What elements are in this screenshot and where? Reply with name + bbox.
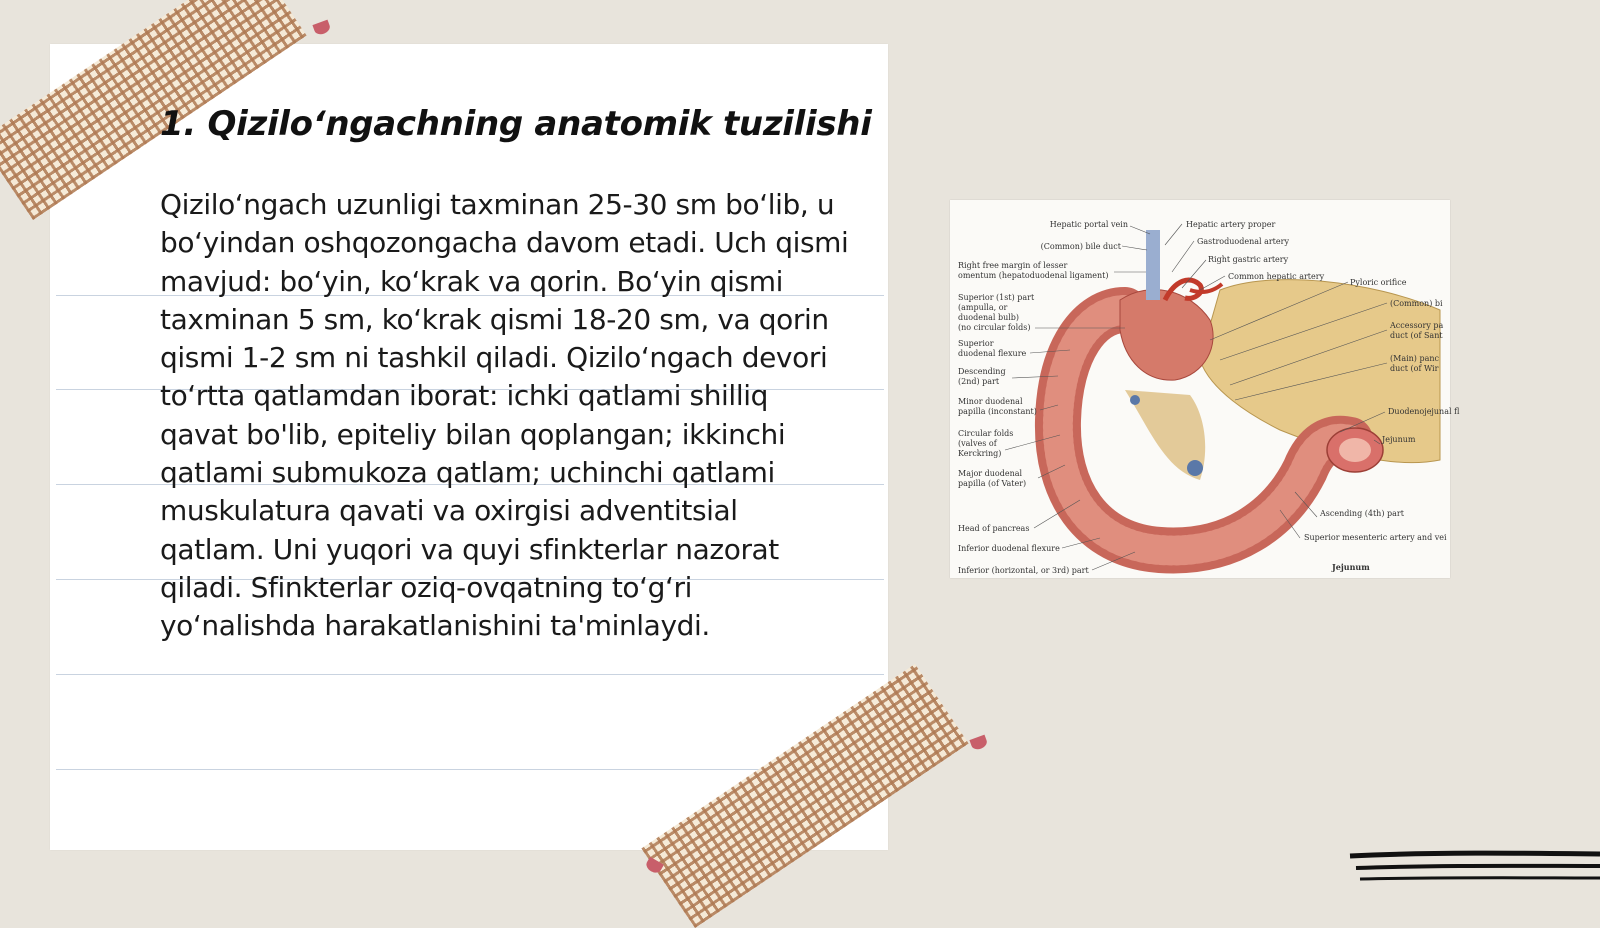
label-main-duct-2: duct (of Wir (1390, 364, 1439, 373)
label-common-hepatic-artery: Common hepatic artery (1228, 272, 1325, 281)
slide-title: 1. Qizilo‘ngachning anatomik tuzilishi (160, 104, 872, 144)
label-duodenojejunal: Duodenojejunal fl (1388, 407, 1460, 416)
label-major-papilla: Major duodenal (958, 469, 1023, 478)
label-right-gastric-artery: Right gastric artery (1208, 255, 1289, 264)
label-inferior-part: Inferior (horizontal, or 3rd) part (958, 566, 1089, 575)
label-superior-mesenteric: Superior mesenteric artery and vei (1304, 533, 1447, 542)
label-free-margin-2: omentum (hepatoduodenal ligament) (958, 271, 1109, 280)
pin-icon (969, 735, 988, 752)
label-superior-flexure: Superior (958, 339, 994, 348)
ruled-line (56, 674, 884, 675)
label-pyloric-orifice: Pyloric orifice (1350, 278, 1407, 287)
label-minor-papilla: Minor duodenal (958, 397, 1023, 406)
label-superior-part-3: duodenal bulb) (958, 313, 1020, 322)
duodenum-illustration (950, 200, 1460, 578)
label-superior-part-4: (no circular folds) (958, 323, 1031, 332)
label-jejunum-right: Jejunum (1382, 435, 1416, 444)
label-descending-part: Descending (958, 367, 1006, 376)
duodenum-anatomy-figure (950, 200, 1460, 578)
label-hepatic-portal-vein: Hepatic portal vein (1049, 220, 1128, 229)
label-accessory-duct: Accessory pa (1390, 321, 1444, 330)
slide-body-text: Qizilo‘ngach uzunligi taxminan 25-30 sm bo‘lib, u bo‘yindan oshqozongacha davom etadi. Uch qismi mavjud: bo‘yin, ko‘krak va qorin. Bo‘yin qismi taxminan 5 sm, ko‘krak qismi 18-20 sm, va qorin qismi 1-2 sm ni tashkil qiladi. Qizilo‘ngach devori to‘rtta qatlamdan iborat: ichki qatlami shilliq qavat bo'lib, epiteliy bilan qoplangan; ikkinchi qatlami submukoza qatlam; uchinchi qatlami muskulatura qavati va oxirgisi adventitsial qatlam. Uni yuqori va quyi sfinkterlar nazorat qiladi. Sfinkterlar oziq-ovqatning to‘g‘ri yo‘nalishda harakatlanishini ta'minlaydi. (160, 188, 849, 643)
label-main-duct: (Main) panc (1390, 354, 1439, 363)
label-circular-folds-3: Kerckring) (958, 449, 1002, 458)
decorative-lines (1350, 848, 1600, 890)
label-ascending-part: Ascending (4th) part (1320, 509, 1404, 518)
pin-icon (312, 20, 331, 37)
label-circular-folds-2: (valves of (958, 439, 997, 448)
label-superior-part-2: (ampulla, or (958, 303, 1008, 312)
label-descending-part-2: (2nd) part (958, 377, 1000, 386)
label-free-margin: Right free margin of lesser (958, 261, 1068, 270)
label-common-bile-right: (Common) bi (1390, 299, 1443, 308)
label-hepatic-artery-proper: Hepatic artery proper (1186, 220, 1276, 229)
label-major-papilla-2: papilla (of Vater) (958, 479, 1027, 488)
label-jejunum-bottom: Jejunum (1332, 562, 1370, 572)
label-circular-folds: Circular folds (958, 429, 1014, 438)
label-superior-part: Superior (1st) part (958, 293, 1035, 302)
label-head-of-pancreas: Head of pancreas (958, 524, 1030, 533)
label-minor-papilla-2: papilla (inconstant) (958, 407, 1037, 416)
label-gastroduodenal-artery: Gastroduodenal artery (1197, 237, 1289, 246)
label-inferior-flexure: Inferior duodenal flexure (958, 544, 1060, 553)
label-accessory-duct-2: duct (of Sant (1390, 331, 1443, 340)
label-superior-flexure-2: duodenal flexure (958, 349, 1027, 358)
label-common-bile-duct: (Common) bile duct (1040, 242, 1121, 251)
